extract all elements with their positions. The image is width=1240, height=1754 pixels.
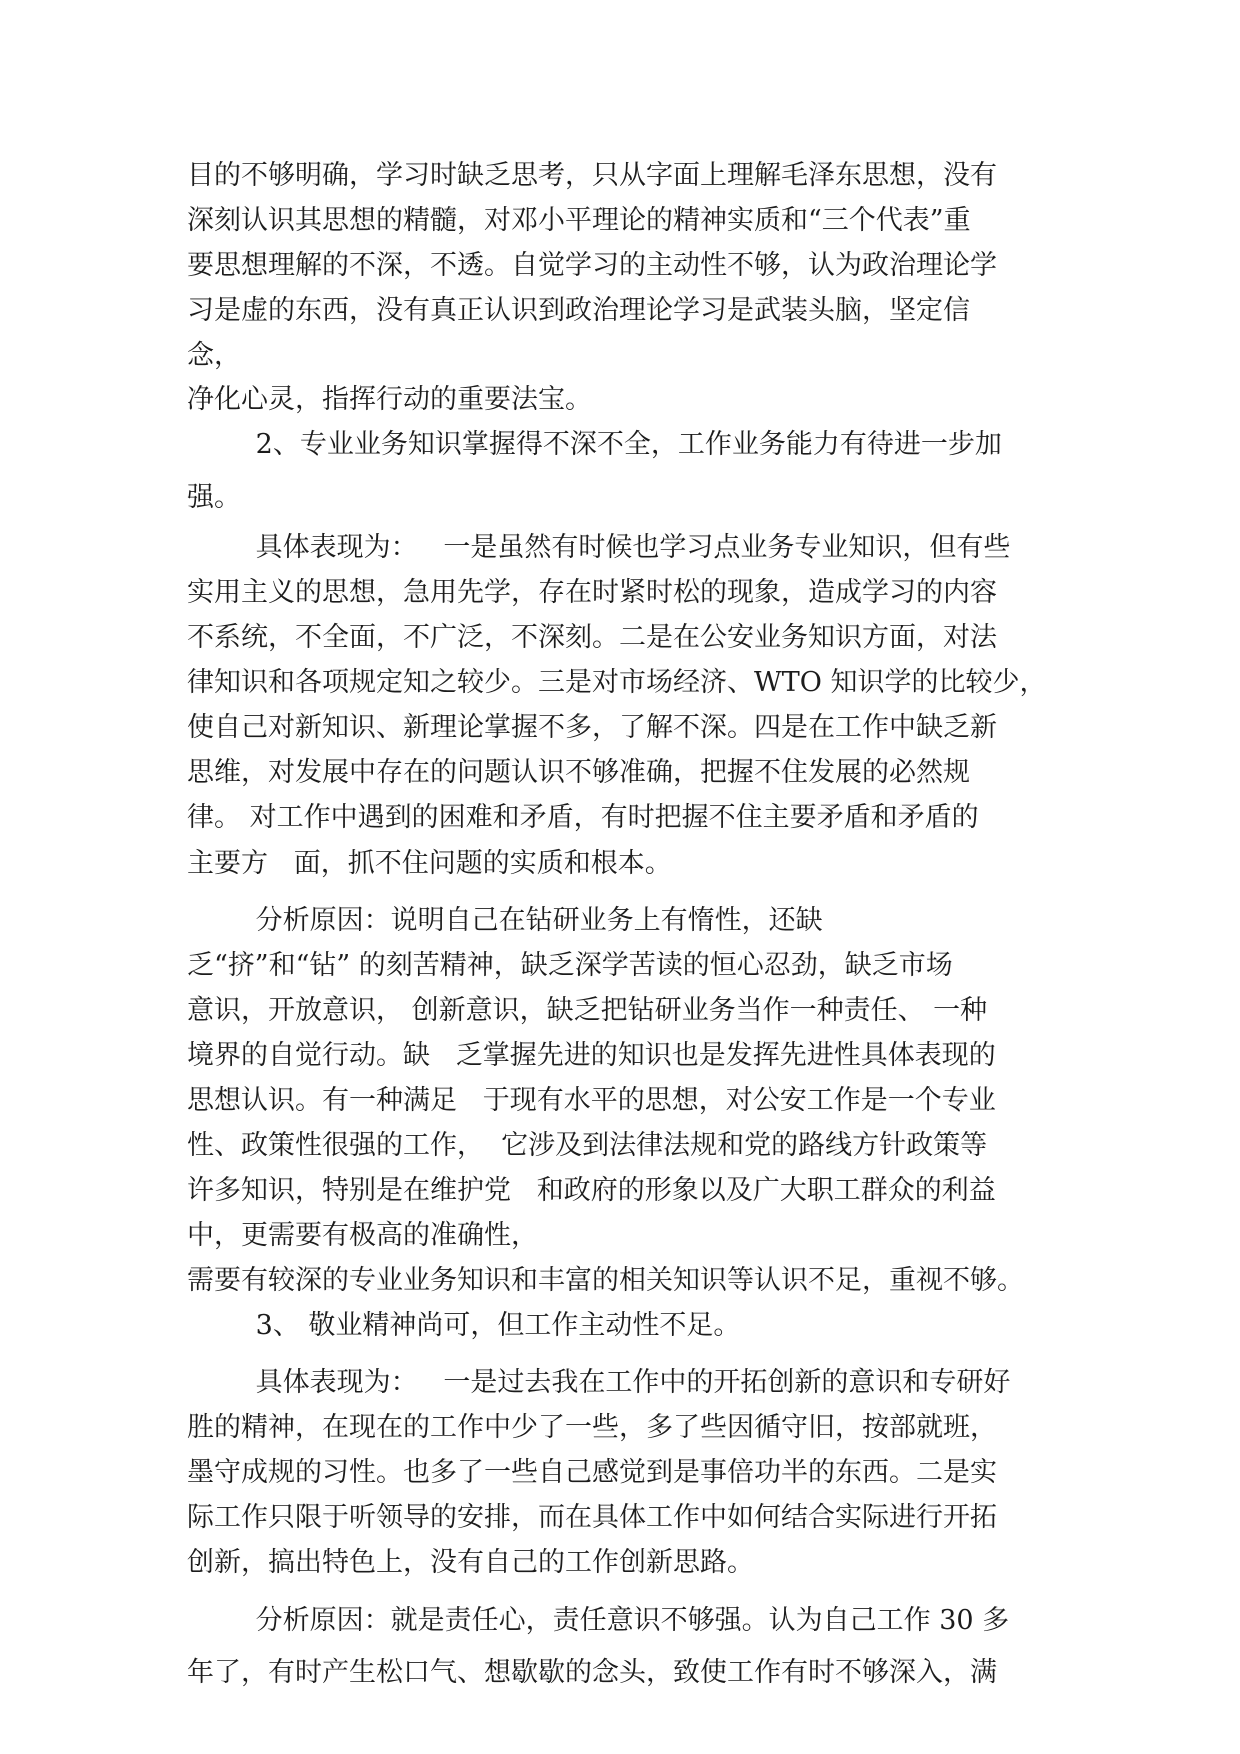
text-line: 习是虚的东西，没有真正认识到政治理论学习是武装头脑，坚定信: [187, 295, 970, 326]
section-heading: 3、 敬业精神尚可，但工作主动性不足。: [187, 1310, 741, 1341]
text-line: 具体表现为： 一是虽然有时候也学习点业务专业知识，但有些: [187, 532, 1011, 563]
section-heading: 2、专业业务知识掌握得不深不全，工作业务能力有待进一步加: [187, 429, 1002, 460]
text-line: 境界的自觉行动。缺 乏掌握先进的知识也是发挥先进性具体表现的: [187, 1040, 996, 1071]
text-line: 具体表现为： 一是过去我在工作中的开拓创新的意识和专研好: [187, 1367, 1011, 1398]
text-line: 创新，搞出特色上，没有自己的工作创新思路。: [187, 1547, 754, 1578]
text-line: 律。 对工作中遇到的困难和矛盾，有时把握不住主要矛盾和矛盾的: [187, 802, 979, 833]
text-line: 不系统，不全面，不广泛，不深刻。二是在公安业务知识方面，对法: [187, 622, 997, 653]
text-line: 思维，对发展中存在的问题认识不够准确，把握不住发展的必然规: [187, 757, 970, 788]
text-line: 需要有较深的专业业务知识和丰富的相关知识等认识不足，重视不够。: [187, 1265, 1024, 1296]
text-line: 实用主义的思想，急用先学，存在时紧时松的现象，造成学习的内容: [187, 577, 997, 608]
text-line: 目的不够明确，学习时缺乏思考，只从字面上理解毛泽东思想，没有: [187, 160, 997, 191]
section-heading: 强。: [187, 482, 241, 513]
text-line: 深刻认识其思想的精髓，对邓小平理论的精神实质和“三个代表”重: [187, 205, 971, 236]
text-line: 乏“挤”和“钻” 的刻苦精神，缺乏深学苦读的恒心忍劲，缺乏市场: [187, 950, 953, 981]
text-line: 思想认识。有一种满足 于现有水平的思想，对公安工作是一个专业: [187, 1085, 996, 1116]
text-line: 主要方 面，抓不住问题的实质和根本。: [187, 848, 672, 879]
text-line: 分析原因：就是责任心，责任意识不够强。认为自己工作 30 多: [187, 1605, 1010, 1636]
text-line: 意识，开放意识， 创新意识，缺乏把钻研业务当作一种责任、 一种: [187, 995, 988, 1026]
text-line: 际工作只限于听领导的安排，而在具体工作中如何结合实际进行开拓: [187, 1502, 997, 1533]
text-line: 要思想理解的不深，不透。自觉学习的主动性不够，认为政治理论学: [187, 250, 997, 281]
text-line: 净化心灵，指挥行动的重要法宝。: [187, 384, 592, 415]
text-line: 性、政策性很强的工作， 它涉及到法律法规和党的路线方针政策等: [187, 1130, 988, 1161]
text-line: 年了，有时产生松口气、想歇歇的念头，致使工作有时不够深入，满: [187, 1657, 997, 1688]
text-line: 胜的精神，在现在的工作中少了一些，多了些因循守旧，按部就班，: [187, 1412, 997, 1443]
text-line: 许多知识，特别是在维护党 和政府的形象以及广大职工群众的利益: [187, 1175, 996, 1206]
text-line: 中，更需要有极高的准确性，: [187, 1220, 538, 1251]
text-line: 使自己对新知识、新理论掌握不多，了解不深。四是在工作中缺乏新: [187, 712, 997, 743]
text-line: 念，: [187, 340, 241, 371]
text-line: 墨守成规的习性。也多了一些自己感觉到是事倍功半的东西。二是实: [187, 1457, 997, 1488]
text-line: 分析原因：说明自己在钻研业务上有惰性，还缺: [187, 905, 823, 936]
text-line: 律知识和各项规定知之较少。三是对市场经济、WTO 知识学的比较少，: [187, 667, 1047, 698]
